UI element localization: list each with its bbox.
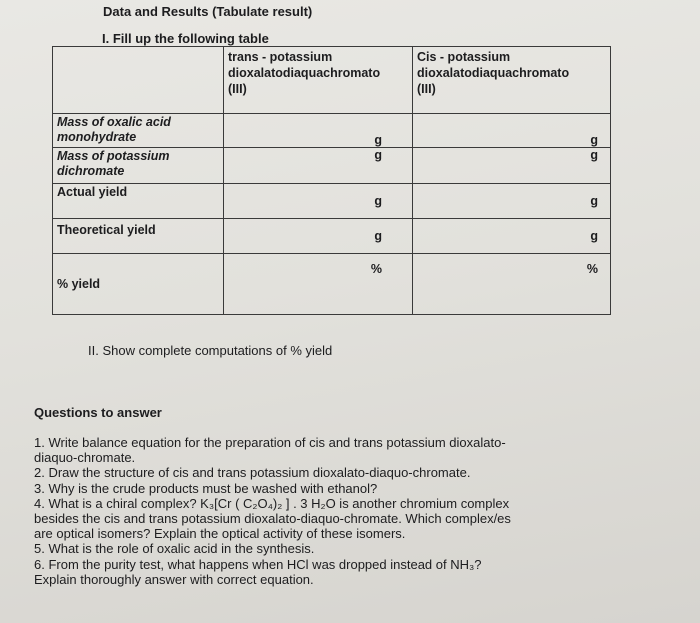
header-cis: Cis - potassium dioxalatodiaquachromato (III) — [413, 47, 611, 114]
question-line: 2. Draw the structure of cis and trans potassium dioxalato-diaquo-chromate. — [34, 465, 471, 481]
table-row — [53, 254, 611, 315]
table-row — [53, 114, 611, 148]
page-title: Data and Results (Tabulate result) — [103, 4, 313, 19]
question-line: are optical isomers? Explain the optical activity of these isomers. — [34, 526, 406, 542]
table-row — [53, 148, 611, 184]
row-label-actual-yield: Actual yield — [53, 184, 224, 219]
table-row — [53, 184, 611, 219]
cell-cis-dichromate: g — [413, 148, 611, 184]
question-line: Explain thoroughly answer with correct equation. — [34, 571, 314, 587]
results-table — [52, 46, 611, 315]
cell-cis-actual: g — [413, 184, 611, 219]
table-header-row — [53, 47, 611, 114]
question-line: 4. What is a chiral complex? K₃[Cr ( C₂O₄)₂ ] . 3 H₂O is another chromium complex — [34, 495, 510, 511]
question-line: 3. Why is the crude products must be washed with ethanol? — [34, 480, 378, 496]
table-row — [53, 219, 611, 254]
cell-cis-theoretical: g — [413, 219, 611, 254]
row-label-percent-yield: % yield — [53, 254, 224, 315]
table-instruction: I. Fill up the following table — [102, 31, 269, 46]
question-line: 5. What is the role of oxalic acid in the synthesis. — [34, 541, 315, 557]
question-line: 6. From the purity test, what happens when HCl was dropped instead of NH₃? — [34, 556, 482, 572]
header-trans: trans - potassium dioxalatodiaquachromato (III) — [224, 47, 413, 114]
question-line: besides the cis and trans potassium dioxalato-diaquo-chromate. Which complex/es — [34, 511, 511, 527]
cell-trans-oxalic: g — [224, 114, 413, 148]
question-line: 1. Write balance equation for the preparation of cis and trans potassium dioxalato- — [34, 435, 506, 450]
cell-trans-theoretical: g — [224, 219, 413, 254]
questions-title: Questions to answer — [34, 405, 162, 420]
cell-trans-actual: g — [224, 184, 413, 219]
section-computations: II. Show complete computations of % yield — [88, 343, 333, 358]
question-line: diaquo-chromate. — [34, 450, 136, 466]
cell-trans-dichromate: g — [224, 148, 413, 184]
cell-cis-oxalic: g — [413, 114, 611, 148]
row-label-oxalic: Mass of oxalic acid monohydrate — [53, 114, 224, 148]
questions-list — [34, 435, 674, 587]
header-blank-cell — [53, 47, 224, 114]
row-label-theoretical-yield: Theoretical yield — [53, 219, 224, 254]
row-label-dichromate: Mass of potassium dichromate — [53, 148, 224, 184]
cell-trans-percent: % — [224, 254, 413, 315]
cell-cis-percent: % — [413, 254, 611, 315]
